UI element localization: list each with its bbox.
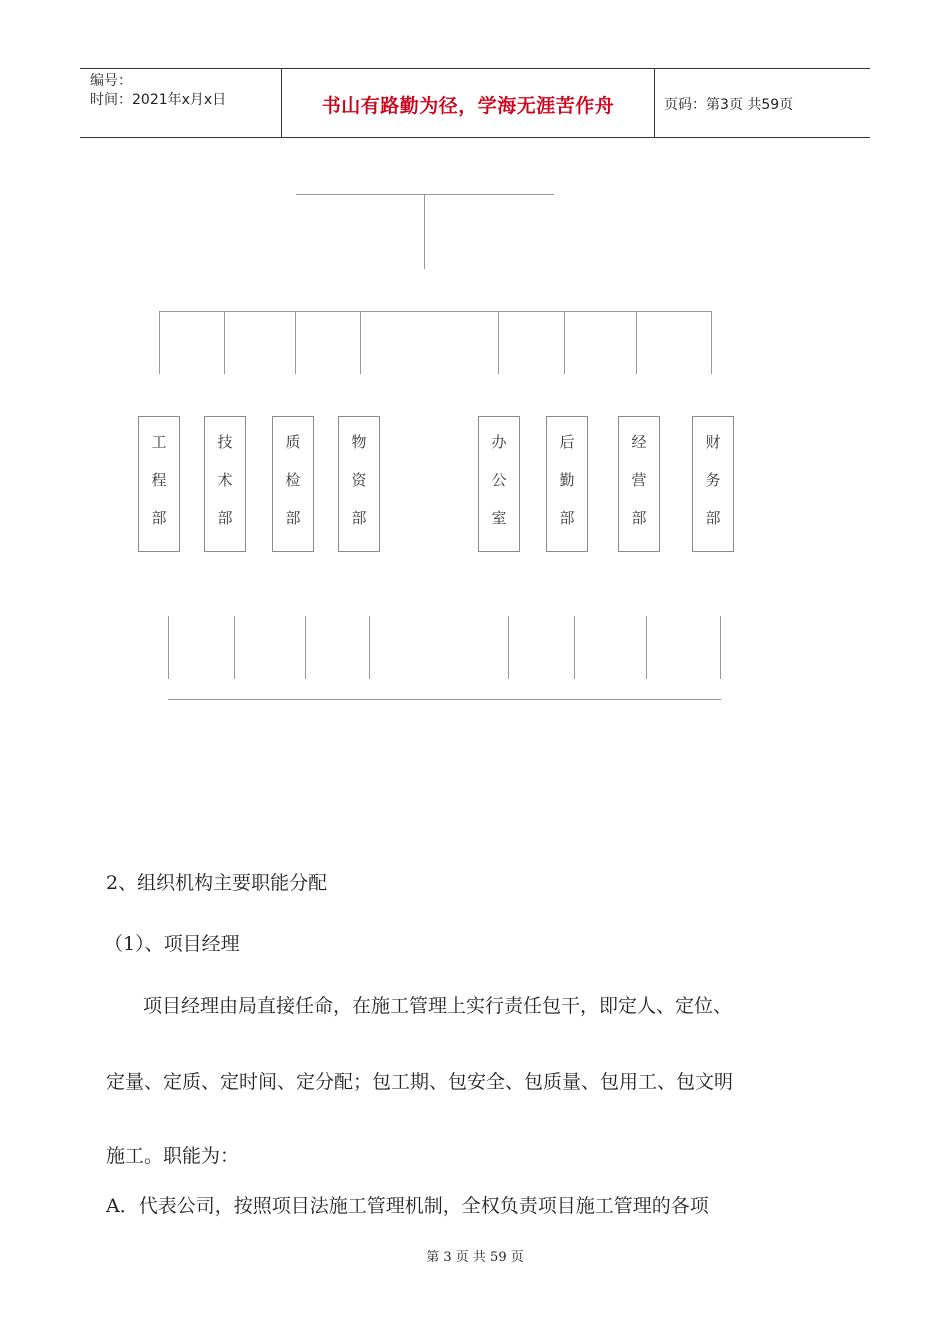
department-box [478,416,520,552]
page-header [80,68,870,138]
connector-line [168,616,169,679]
document-date-label: 时间：2021年x月x日 [90,92,227,108]
top-box-edge [296,194,554,195]
connector-line [305,616,306,679]
department-box [338,416,380,552]
department-label: 物 资 部 [351,433,367,527]
connector-line [564,311,565,374]
list-item-a: A．代表公司，按照项目法施工管理机制，全权负责项目施工管理的各项 [106,1195,709,1217]
section-heading: 2、组织机构主要职能分配 [106,872,328,894]
header-page-info: 页码：第3页 共59页 [664,97,794,113]
connector-line [574,616,575,679]
department-label: 质 检 部 [285,433,301,527]
connector-line [224,311,225,374]
subheading: （1）、项目经理 [104,933,240,955]
upper-bracket-line [159,311,712,312]
document-number-label: 编号： [90,73,132,89]
connector-line [424,194,425,269]
header-left-cell [90,72,226,110]
connector-line [234,616,235,679]
header-motto: 书山有路勤为径，学海无涯苦作舟 [321,95,615,117]
lower-bracket-line [168,699,721,700]
department-label: 工 程 部 [151,433,167,527]
connector-line [498,311,499,374]
department-label: 财 务 部 [705,433,721,527]
paragraph-line: 项目经理由局直接任命，在施工管理上实行责任包干，即定人、定位、 [143,995,733,1017]
department-box [204,416,246,552]
connector-line [720,616,721,679]
connector-line [159,311,160,374]
department-label: 技 术 部 [217,433,233,527]
department-label: 经 营 部 [631,433,647,527]
connector-line [636,311,637,374]
department-box [692,416,734,552]
department-label: 办 公 室 [491,433,507,527]
department-label: 后 勤 部 [559,433,575,527]
department-box [272,416,314,552]
paragraph-line: 定量、定质、定时间、定分配；包工期、包安全、包质量、包用工、包文明 [106,1071,734,1093]
connector-line [360,311,361,374]
department-box [546,416,588,552]
connector-line [646,616,647,679]
connector-line [508,616,509,679]
page-footer: 第 3 页 共 59 页 [426,1250,524,1265]
department-box [618,416,660,552]
paragraph-line: 施工。职能为： [106,1145,240,1167]
department-box [138,416,180,552]
connector-line [369,616,370,679]
connector-line [711,311,712,374]
connector-line [295,311,296,374]
header-divider [654,69,655,137]
